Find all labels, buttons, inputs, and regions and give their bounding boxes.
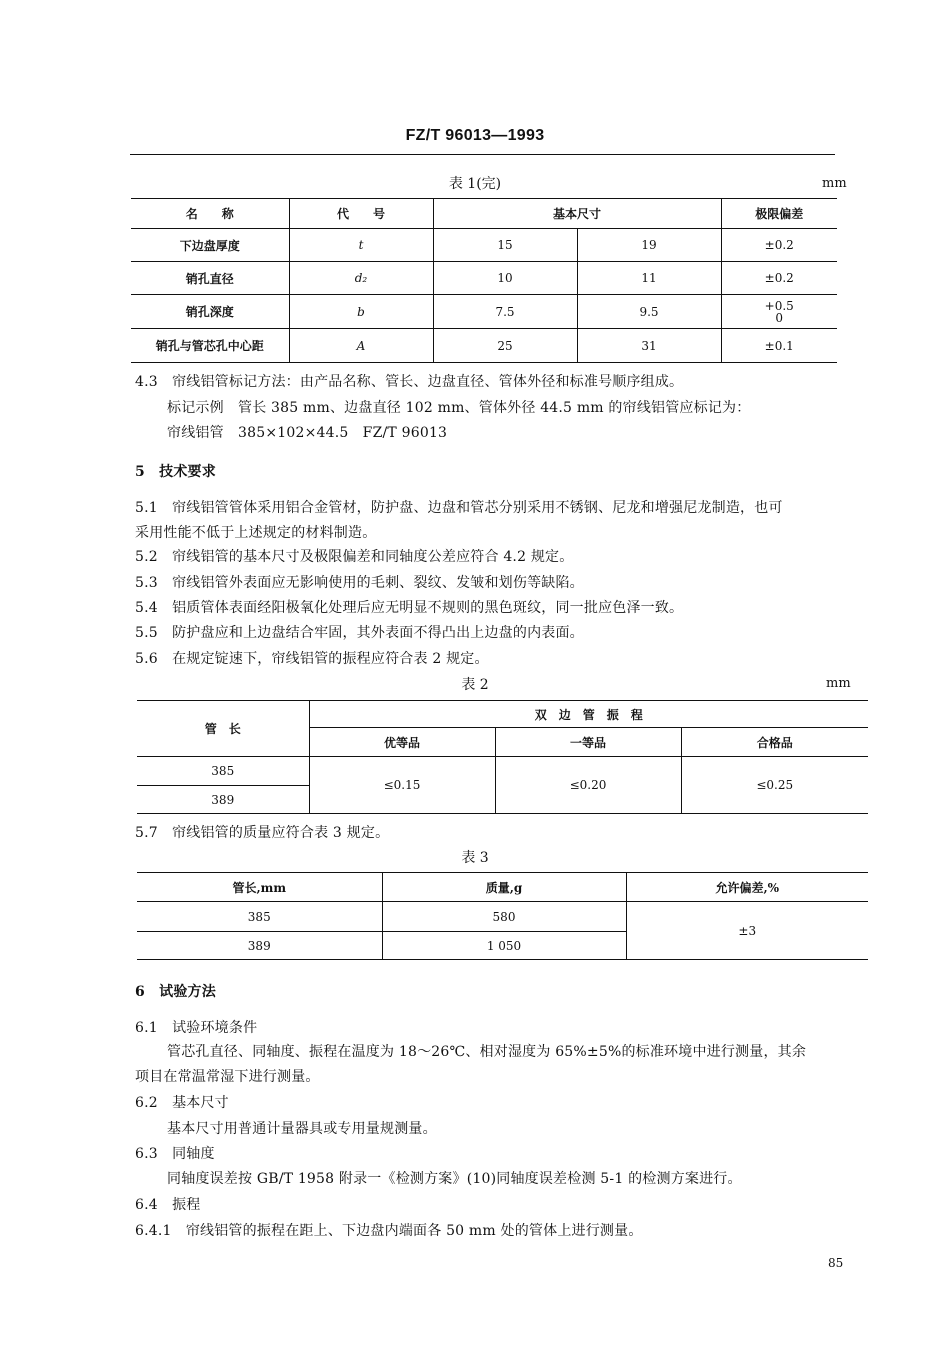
para-5-5: 5.5 防护盘应和上边盘结合牢固，其外表面不得凸出上边盘的内表面。	[135, 625, 584, 641]
table1-header-name: 名 称	[131, 199, 289, 229]
table-row	[131, 329, 837, 363]
table1-cell: A	[289, 329, 433, 363]
table1-cell: 11	[577, 262, 721, 295]
table3-cell: ±3	[738, 923, 757, 938]
table2-cell: ≤0.25	[756, 778, 794, 792]
table1-cell: 19	[577, 229, 721, 262]
table2-cell: ≤0.20	[495, 757, 681, 814]
table2-header-grade: 合格品	[681, 728, 868, 757]
para-5-3: 5.3 帘线铝管外表面应无影响使用的毛刺、裂纹、发皱和划伤等缺陷。	[135, 575, 584, 591]
table1-caption: 表 1(完)	[448, 176, 502, 192]
para-6-4-1: 6.4.1 帘线铝管的振程在距上、下边盘内端面各 50 mm 处的管体上进行测量。	[135, 1223, 643, 1239]
table2-caption: 表 2	[461, 677, 489, 693]
table3-cell: 385	[137, 902, 382, 932]
para-5-1: 5.1 帘线铝管管体采用铝合金管材，防护盘、边盘和管芯分别采用不锈钢、尼龙和增强尼龙制造，也可	[135, 500, 783, 516]
table1-cell: ±0.1	[764, 338, 794, 353]
table1-header-tol: 极限偏差	[721, 199, 837, 229]
table2-cell: 389	[137, 786, 309, 814]
table2-header-group: 双 边 管 振 程	[309, 701, 868, 728]
table1-cell: ±0.2	[721, 229, 837, 262]
table1-cell: 7.5	[433, 295, 577, 329]
para-5-6: 5.6 在规定锭速下，帘线铝管的振程应符合表 2 规定。	[135, 651, 489, 667]
table1-cell: 25	[433, 329, 577, 363]
table-row	[137, 757, 868, 786]
table2-header-length: 管 长	[137, 701, 309, 757]
para-6-2: 基本尺寸用普通计量器具或专用量规测量。	[167, 1121, 437, 1137]
table-row	[137, 902, 868, 932]
page-number: 85	[828, 1256, 844, 1270]
table3-caption: 表 3	[461, 850, 489, 866]
table3-cell: 580	[382, 902, 626, 932]
table3-cell: 389	[137, 932, 382, 960]
standard-header: FZ/T 96013—1993	[405, 127, 545, 144]
table-row	[137, 701, 868, 728]
table3-header-tol: 允许偏差,%	[626, 873, 868, 902]
para-5-2: 5.2 帘线铝管的基本尺寸及极限偏差和同轴度公差应符合 4.2 规定。	[135, 549, 574, 565]
table1-cell: 15	[433, 229, 577, 262]
table-row	[131, 199, 837, 229]
para-4-3: 4.3 帘线铝管标记方法：由产品名称、管长、边盘直径、管体外径和标准号顺序组成。	[135, 374, 684, 390]
para-6-1-cont: 项目在常温常湿下进行测量。	[135, 1069, 320, 1085]
heading-6-2: 6.2 基本尺寸	[135, 1095, 229, 1111]
table1-header-size: 基本尺寸	[433, 199, 721, 229]
table1-cell: t	[289, 229, 433, 262]
table1-cell: 下边盘厚度	[131, 229, 289, 262]
table1-unit: mm	[822, 176, 847, 191]
table1-tol-stack	[721, 295, 837, 329]
table2-unit: mm	[826, 676, 851, 691]
para-6-3: 同轴度误差按 GB/T 1958 附录一《检测方案》(10)同轴度误差检测 5-1 的检测方案进行。	[167, 1171, 742, 1187]
table3-cell: 1 050	[382, 932, 626, 960]
para-5-4: 5.4 铝质管体表面经阳极氧化处理后应无明显不规则的黑色斑纹，同一批应色泽一致。	[135, 600, 684, 616]
table1-cell: 销孔深度	[131, 295, 289, 329]
table3-header-length: 管长,mm	[137, 873, 382, 902]
table1-header-code: 代 号	[289, 199, 433, 229]
table1-cell: ±0.2	[721, 262, 837, 295]
table3-header-mass: 质量,g	[382, 873, 626, 902]
tol-upper: +0.5	[764, 298, 794, 313]
para-5-7: 5.7 帘线铝管的质量应符合表 3 规定。	[135, 825, 390, 841]
table1-cell: 9.5	[577, 295, 721, 329]
section-5-title: 5 技术要求	[135, 464, 216, 480]
table1-cell: b	[289, 295, 433, 329]
heading-6-1: 6.1 试验环境条件	[135, 1020, 258, 1036]
table2-header-grade: 一等品	[495, 728, 681, 757]
para-6-1: 管芯孔直径、同轴度、振程在温度为 18～26℃、相对湿度为 65%±5%的标准环境中进行测量，其余	[167, 1044, 807, 1060]
heading-6-4: 6.4 振程	[135, 1197, 201, 1213]
heading-6-3: 6.3 同轴度	[135, 1146, 215, 1162]
table2	[137, 700, 868, 814]
section-6-title: 6 试验方法	[135, 984, 216, 1000]
table1-cell: 10	[433, 262, 577, 295]
table2-cell: 385	[137, 757, 309, 786]
table2-cell: ≤0.15	[309, 757, 495, 814]
table1-cell: d₂	[289, 262, 433, 295]
table1-cell: 销孔直径	[131, 262, 289, 295]
tol-lower: 0	[775, 310, 784, 325]
table-row	[131, 295, 837, 329]
table1	[131, 198, 837, 363]
table-row	[131, 229, 837, 262]
para-4-3-mark: 帘线铝管 385×102×44.5 FZ/T 96013	[167, 425, 448, 441]
para-5-1-cont: 采用性能不低于上述规定的材料制造。	[135, 525, 377, 541]
table2-header-grade: 优等品	[309, 728, 495, 757]
table-row	[131, 262, 837, 295]
para-4-3-example: 标记示例 管长 385 mm、边盘直径 102 mm、管体外径 44.5 mm 的帘线铝管应标记为：	[167, 400, 751, 416]
table1-cell: 31	[577, 329, 721, 363]
header-rule	[130, 154, 835, 155]
table-row	[137, 873, 868, 902]
table1-cell: 销孔与管芯孔中心距	[131, 329, 289, 363]
table3	[137, 872, 868, 960]
